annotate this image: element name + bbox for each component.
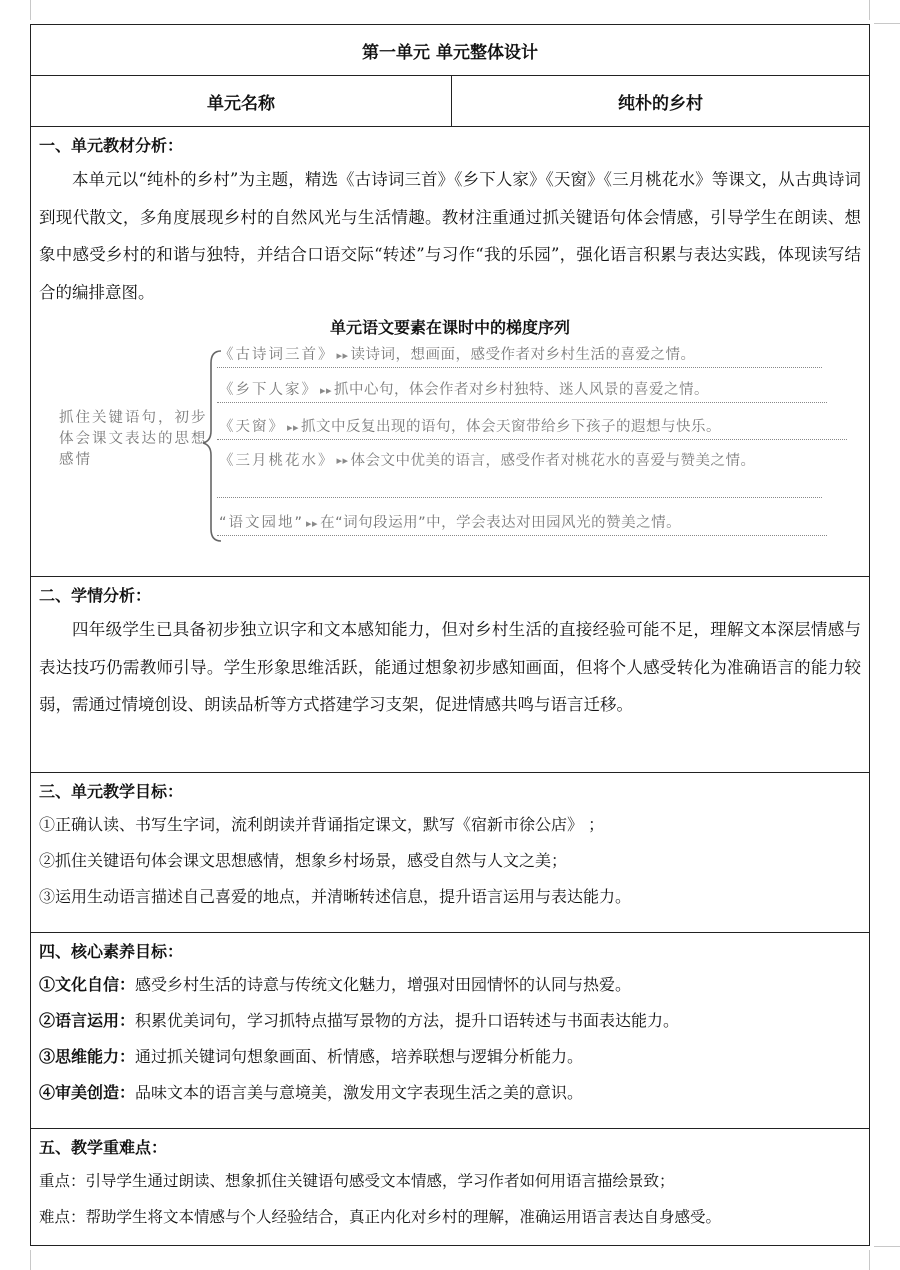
diagram-row-text: 读诗词，想画面，感受作者对乡村生活的喜爱之情。 <box>350 347 696 363</box>
section-student-analysis <box>31 577 869 773</box>
dotted-divider <box>217 439 847 440</box>
double-arrow-icon: ▸▸ <box>306 517 319 530</box>
literacy-label: ②语言运用： <box>39 1011 136 1030</box>
section-heading: 二、学情分析： <box>39 586 152 605</box>
document-title: 第一单元 单元整体设计 <box>31 25 869 76</box>
unit-design-table <box>30 24 870 1246</box>
crop-mark-tr-v <box>869 0 870 20</box>
literacy-text: 通过抓关键词句想象画面、析情感，培养联想与逻辑分析能力。 <box>135 1047 584 1066</box>
section-paragraph: 本单元以“纯朴的乡村”为主题，精选《古诗词三首》《乡下人家》《天窗》《三月桃花水》等课文，从古典诗词到现代散文，多角度展现乡村的自然风光与生活情趣。教材注重通过抓关键语句体会情感，引导学生在朗读、想象中感受乡村的和谐与独特，并结合口语交际“转述”与习作“我的乐园”，强化语言积累与表达实践，体现读写结合的编排意图。 <box>39 170 861 302</box>
diagram-row-lesson: 《天窗》 <box>219 419 285 435</box>
crop-mark-bl-v <box>30 1250 31 1270</box>
literacy-item <box>39 967 861 1003</box>
literacy-item <box>39 1039 861 1075</box>
unit-name-row <box>31 76 869 127</box>
goal-item: ③运用生动语言描述自己喜爱的地点，并清晰转述信息，提升语言运用与表达能力。 <box>39 887 632 906</box>
literacy-item <box>39 1075 861 1111</box>
double-arrow-icon: ▸▸ <box>336 349 349 362</box>
diagram-row <box>219 343 696 364</box>
diagram-left-label: 抓住关键语句，初步体会课文表达的思想感情 <box>59 410 208 468</box>
key-point-item: 重点：引导学生通过朗读、想象抓住关键语句感受文本情感，学习作者如何用语言描绘景致； <box>39 1172 675 1190</box>
literacy-text: 品味文本的语言美与意境美，激发用文字表现生活之美的意识。 <box>135 1083 584 1102</box>
double-arrow-icon: ▸▸ <box>320 384 333 397</box>
diagram-row-text: 抓中心句，体会作者对乡村独特、迷人风景的喜爱之情。 <box>334 382 710 398</box>
gradient-sequence-diagram <box>39 343 861 551</box>
dotted-divider <box>217 497 822 498</box>
section-material-analysis <box>31 127 869 577</box>
section-heading: 四、核心素养目标： <box>39 942 184 961</box>
literacy-label: ①文化自信： <box>39 975 136 994</box>
double-arrow-icon: ▸▸ <box>287 421 300 434</box>
section-heading: 三、单元教学目标： <box>39 782 184 801</box>
literacy-text: 感受乡村生活的诗意与传统文化魅力，增强对田园情怀的认同与热爱。 <box>135 975 632 994</box>
section-core-literacy <box>31 933 869 1129</box>
diagram-row-text: 在“词句段运用”中，学会表达对田园风光的赞美之情。 <box>320 515 682 531</box>
literacy-label: ④审美创造： <box>39 1083 136 1102</box>
section-key-difficulties <box>31 1129 869 1241</box>
literacy-label: ③思维能力： <box>39 1047 136 1066</box>
goal-item: ②抓住关键语句体会课文思想感情，想象乡村场景，感受自然与人文之美； <box>39 851 568 870</box>
diagram-row-text: 抓文中反复出现的语句，体会天窗带给乡下孩子的遐想与快乐。 <box>301 419 722 435</box>
diagram-row-lesson: 《三月桃花水》 <box>219 453 335 469</box>
dotted-divider <box>217 535 827 536</box>
crop-mark-tr-h <box>874 23 900 24</box>
diagram-row <box>219 415 721 436</box>
dotted-divider <box>217 367 822 368</box>
unit-name-value: 纯朴的乡村 <box>618 93 703 114</box>
diagram-row-lesson: 《乡下人家》 <box>219 382 318 398</box>
crop-mark-tl-v <box>30 0 31 20</box>
diagram-row <box>219 451 806 471</box>
difficulty-item: 难点：帮助学生将文本情感与个人经验结合，真正内化对乡村的理解，准确运用语言表达自身感受。 <box>39 1208 722 1226</box>
diagram-row <box>219 378 709 399</box>
section-heading: 一、单元教材分析： <box>39 136 184 155</box>
diagram-row <box>219 511 681 532</box>
section-heading: 五、教学重难点： <box>39 1138 168 1157</box>
diagram-row-lesson: “语文园地” <box>219 515 305 531</box>
literacy-text: 积累优美词句，学习抓特点描写景物的方法，提升口语转述与书面表达能力。 <box>135 1011 680 1030</box>
diagram-title: 单元语文要素在课时中的梯度序列 <box>329 318 570 337</box>
literacy-item <box>39 1003 861 1039</box>
section-paragraph: 四年级学生已具备初步独立识字和文本感知能力，但对乡村生活的直接经验可能不足，理解文本深层情感与表达技巧仍需教师引导。学生形象思维活跃，能通过想象初步感知画面，但将个人感受转化为准确语言的能力较弱，需通过情境创设、朗读品析等方式搭建学习支架，促进情感共鸣与语言迁移。 <box>39 620 861 714</box>
dotted-divider <box>217 402 827 403</box>
goal-item: ①正确认读、书写生字词，流利朗读并背诵指定课文，默写《宿新市徐公店》 ； <box>39 815 605 834</box>
section-teaching-goals <box>31 773 869 933</box>
diagram-row-lesson: 《古诗词三首》 <box>219 347 335 363</box>
double-arrow-icon: ▸▸ <box>336 454 349 467</box>
crop-mark-br-v <box>869 1250 870 1270</box>
unit-name-label: 单元名称 <box>31 76 452 126</box>
diagram-row-text: 体会文中优美的语言，感受作者对桃花水的喜爱与赞美之情。 <box>350 453 756 469</box>
crop-mark-br-h <box>874 1246 900 1247</box>
